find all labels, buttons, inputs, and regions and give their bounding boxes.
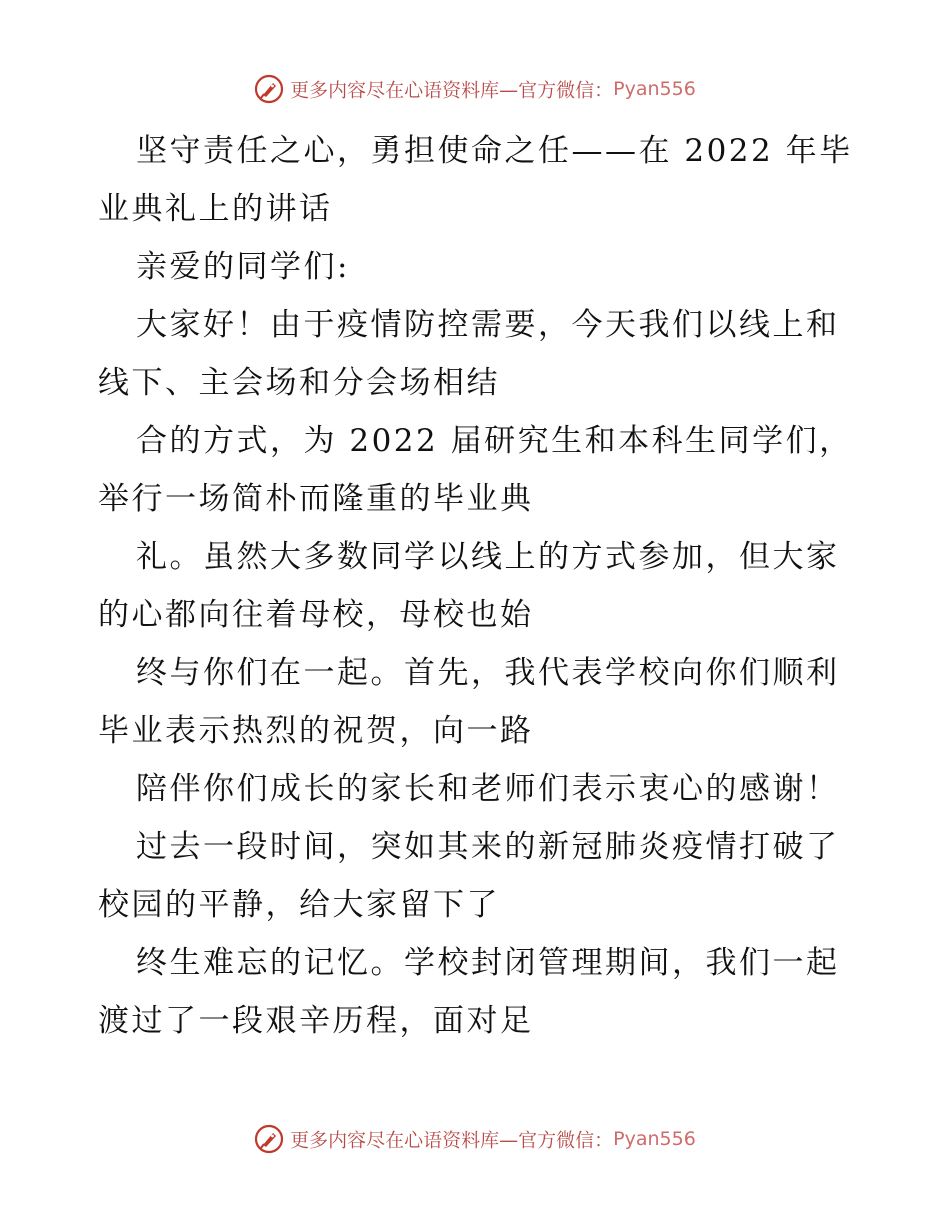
watermark-text: 更多内容尽在心语资料库—官方微信： [290,79,614,102]
document-body [98,122,858,1050]
paragraph-line: 过去一段时间，突如其来的新冠肺炎疫情打破了 [136,829,840,865]
salutation: 亲爱的同学们: [136,249,350,285]
title-line-2: 业典礼上的讲话 [98,191,333,227]
title-line-1: 坚守责任之心，勇担使命之任——在 2022 年毕 [136,133,853,169]
pen-nib-logo-icon [254,1124,284,1154]
paragraph-line: 毕业表示热烈的祝贺，向一路 [98,713,534,749]
watermark-wechat-id: Pyan556 [613,78,696,100]
paragraph-line: 终与你们在一起。首先，我代表学校向你们顺利 [136,655,840,691]
paragraph-line: 线下、主会场和分会场相结 [98,365,500,401]
paragraph-line: 大家好！由于疫情防控需要，今天我们以线上和 [136,307,840,343]
paragraph-line: 终生难忘的记忆。学校封闭管理期间，我们一起 [136,945,840,981]
paragraph-line: 校园的平静，给大家留下了 [98,887,500,923]
paragraph-line: 的心都向往着母校，母校也始 [98,597,534,633]
paragraph-line: 合的方式，为 2022 届研究生和本科生同学们， [136,423,853,459]
paragraph-line: 陪伴你们成长的家长和老师们表示衷心的感谢！ [136,771,840,807]
paragraph-line: 举行一场简朴而隆重的毕业典 [98,481,534,517]
paragraph-line: 礼。虽然大多数同学以线上的方式参加，但大家 [136,539,840,575]
paragraph-line: 渡过了一段艰辛历程，面对足 [98,1003,534,1039]
watermark-wechat-id: Pyan556 [613,1128,696,1150]
pen-nib-logo-icon [254,74,284,104]
watermark-text: 更多内容尽在心语资料库—官方微信： [290,1129,614,1152]
footer-watermark [0,1124,950,1154]
header-watermark [0,74,950,104]
